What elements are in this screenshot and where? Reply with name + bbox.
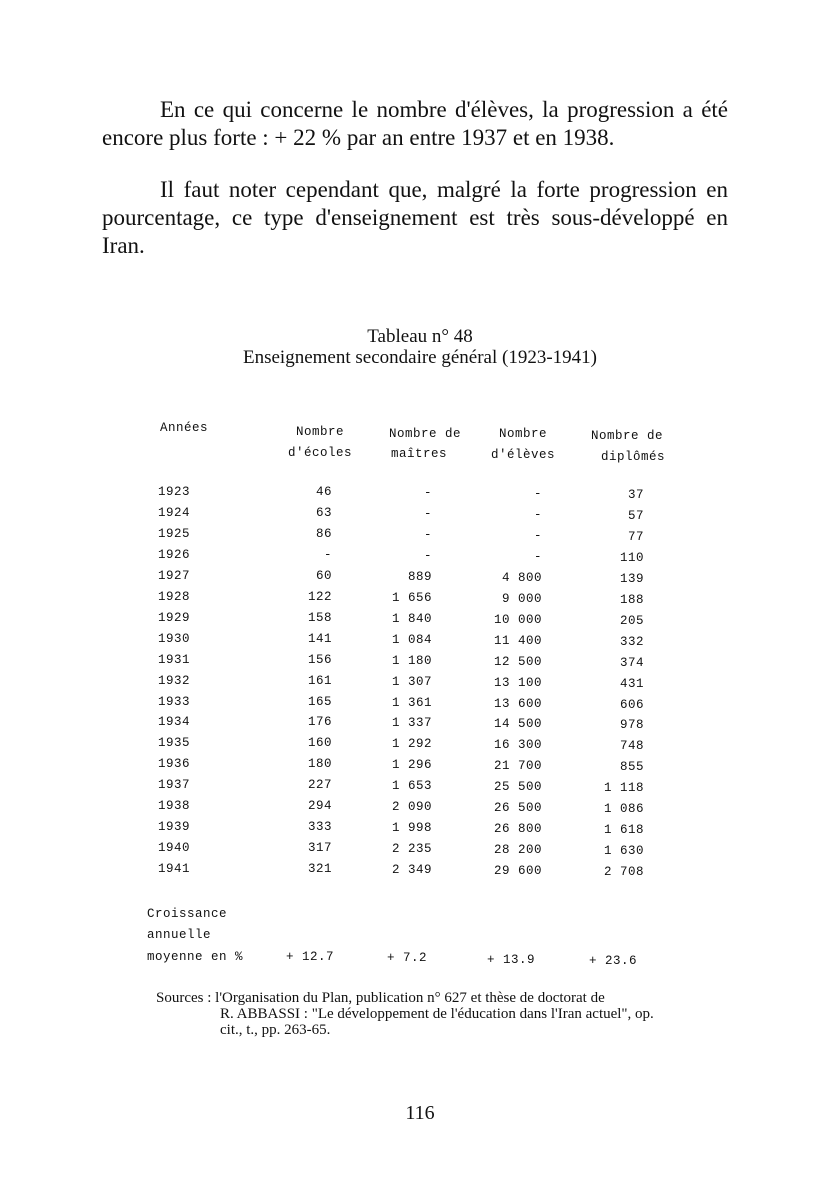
row-students: 13 600 (493, 697, 542, 711)
row-teachers: 1 292 (391, 737, 432, 751)
row-schools: 333 (307, 820, 332, 834)
row-schools: 317 (307, 841, 332, 855)
row-year: 1931 (158, 653, 191, 667)
row-schools: 60 (315, 569, 332, 583)
row-schools: 321 (307, 862, 332, 876)
row-year: 1936 (158, 757, 191, 771)
row-schools: 86 (315, 527, 332, 541)
row-diplomas: 1 618 (603, 823, 644, 837)
row-students: 10 000 (493, 613, 542, 627)
growth-diplomas: + 23.6 (589, 954, 638, 968)
row-diplomas: 1 086 (603, 802, 644, 816)
row-diplomas: 1 118 (603, 781, 644, 795)
row-schools: 165 (307, 695, 332, 709)
row-year: 1941 (158, 862, 191, 876)
row-diplomas: 855 (619, 760, 644, 774)
page-number: 116 (405, 1102, 435, 1124)
row-year: 1934 (158, 715, 191, 729)
paragraph-2: Il faut noter cependant que, malgré la forte progression en pourcentage, ce type d'enseignement est très sous-développé en Iran. (102, 177, 728, 258)
row-schools: 63 (315, 506, 332, 520)
statistics-table (0, 420, 840, 980)
row-teachers: 1 361 (391, 696, 432, 710)
row-teachers: 1 180 (391, 654, 432, 668)
table-title: Tableau n° 48 (367, 326, 473, 347)
row-schools: 294 (307, 799, 332, 813)
row-year: 1932 (158, 674, 191, 688)
row-diplomas: 139 (619, 572, 644, 586)
growth-schools: + 12.7 (286, 950, 335, 964)
row-teachers: 1 653 (391, 779, 432, 793)
header-diplomas-line1: Nombre de (591, 429, 664, 443)
row-teachers: 1 296 (391, 758, 432, 772)
row-teachers: 1 840 (391, 612, 432, 626)
row-teachers: 2 235 (391, 842, 432, 856)
sources-line1: l'Organisation du Plan, publication n° 627 et thèse de doctorat de (215, 990, 605, 1006)
row-year: 1923 (158, 485, 191, 499)
header-schools-line1: Nombre (296, 425, 345, 439)
row-diplomas: 188 (619, 593, 644, 607)
row-year: 1924 (158, 506, 191, 520)
header-students-line1: Nombre (499, 427, 548, 441)
row-teachers: 1 084 (391, 633, 432, 647)
row-students: - (533, 487, 542, 501)
growth-label-line1: Croissance (147, 907, 228, 921)
row-year: 1933 (158, 695, 191, 709)
row-schools: 161 (307, 674, 332, 688)
row-students: 4 800 (501, 571, 542, 585)
row-year: 1927 (158, 569, 191, 583)
row-schools: 46 (315, 485, 332, 499)
row-schools: 176 (307, 715, 332, 729)
row-diplomas: 77 (627, 530, 644, 544)
growth-label-line2: annuelle (147, 928, 212, 942)
header-students-line2: d'élèves (491, 448, 556, 462)
row-schools: 158 (307, 611, 332, 625)
header-schools-line2: d'écoles (288, 446, 353, 460)
row-students: 21 700 (493, 759, 542, 773)
row-year: 1939 (158, 820, 191, 834)
row-year: 1930 (158, 632, 191, 646)
row-year: 1940 (158, 841, 191, 855)
table-subtitle: Enseignement secondaire général (1923-1941) (242, 347, 597, 368)
row-schools: 227 (307, 778, 332, 792)
header-years: Années (160, 421, 209, 435)
sources-line3: cit., t., pp. 263-65. (220, 1022, 331, 1038)
row-teachers: - (423, 507, 432, 521)
row-teachers: - (423, 486, 432, 500)
row-year: 1935 (158, 736, 191, 750)
row-teachers: 1 307 (391, 675, 432, 689)
row-schools: 160 (307, 736, 332, 750)
row-diplomas: 2 708 (603, 865, 644, 879)
row-students: 26 500 (493, 801, 542, 815)
row-diplomas: 978 (619, 718, 644, 732)
row-students: 13 100 (493, 676, 542, 690)
row-schools: 180 (307, 757, 332, 771)
row-year: 1926 (158, 548, 191, 562)
row-teachers: 1 656 (391, 591, 432, 605)
row-diplomas: 205 (619, 614, 644, 628)
sources-note (156, 990, 722, 1038)
row-students: 25 500 (493, 780, 542, 794)
row-diplomas: 374 (619, 656, 644, 670)
growth-teachers: + 7.2 (387, 951, 428, 965)
row-students: 12 500 (493, 655, 542, 669)
row-diplomas: 110 (619, 551, 644, 565)
row-year: 1937 (158, 778, 191, 792)
row-diplomas: 606 (619, 698, 644, 712)
row-year: 1928 (158, 590, 191, 604)
row-students: 16 300 (493, 738, 542, 752)
row-year: 1925 (158, 527, 191, 541)
row-teachers: 1 998 (391, 821, 432, 835)
row-students: 29 600 (493, 864, 542, 878)
row-students: - (533, 550, 542, 564)
header-teachers-line2: maîtres (391, 447, 448, 461)
row-teachers: 889 (407, 570, 432, 584)
row-schools: 141 (307, 632, 332, 646)
row-year: 1929 (158, 611, 191, 625)
growth-students: + 13.9 (487, 953, 536, 967)
row-diplomas: 1 630 (603, 844, 644, 858)
row-teachers: 2 349 (391, 863, 432, 877)
row-schools: 122 (307, 590, 332, 604)
row-students: 26 800 (493, 822, 542, 836)
row-diplomas: 748 (619, 739, 644, 753)
header-diplomas-line2: diplômés (601, 450, 666, 464)
row-teachers: - (423, 528, 432, 542)
row-year: 1938 (158, 799, 191, 813)
row-students: - (533, 529, 542, 543)
row-students: 9 000 (501, 592, 542, 606)
header-teachers-line1: Nombre de (389, 427, 462, 441)
row-students: - (533, 508, 542, 522)
growth-label-line3: moyenne en % (147, 950, 244, 964)
row-students: 28 200 (493, 843, 542, 857)
row-teachers: - (423, 549, 432, 563)
paragraph-1: En ce qui concerne le nombre d'élèves, la progression a été encore plus forte : + 22 % par an entre 1937 et en 1938. (102, 97, 728, 150)
sources-label: Sources : (156, 990, 212, 1006)
row-teachers: 1 337 (391, 716, 432, 730)
row-teachers: 2 090 (391, 800, 432, 814)
sources-line2: R. ABBASSI : "Le développement de l'éducation dans l'Iran actuel", op. (220, 1006, 654, 1022)
row-schools: 156 (307, 653, 332, 667)
row-diplomas: 37 (627, 488, 644, 502)
row-schools: - (323, 548, 332, 562)
row-diplomas: 332 (619, 635, 644, 649)
row-diplomas: 57 (627, 509, 644, 523)
row-students: 11 400 (493, 634, 542, 648)
row-students: 14 500 (493, 717, 542, 731)
row-diplomas: 431 (619, 677, 644, 691)
